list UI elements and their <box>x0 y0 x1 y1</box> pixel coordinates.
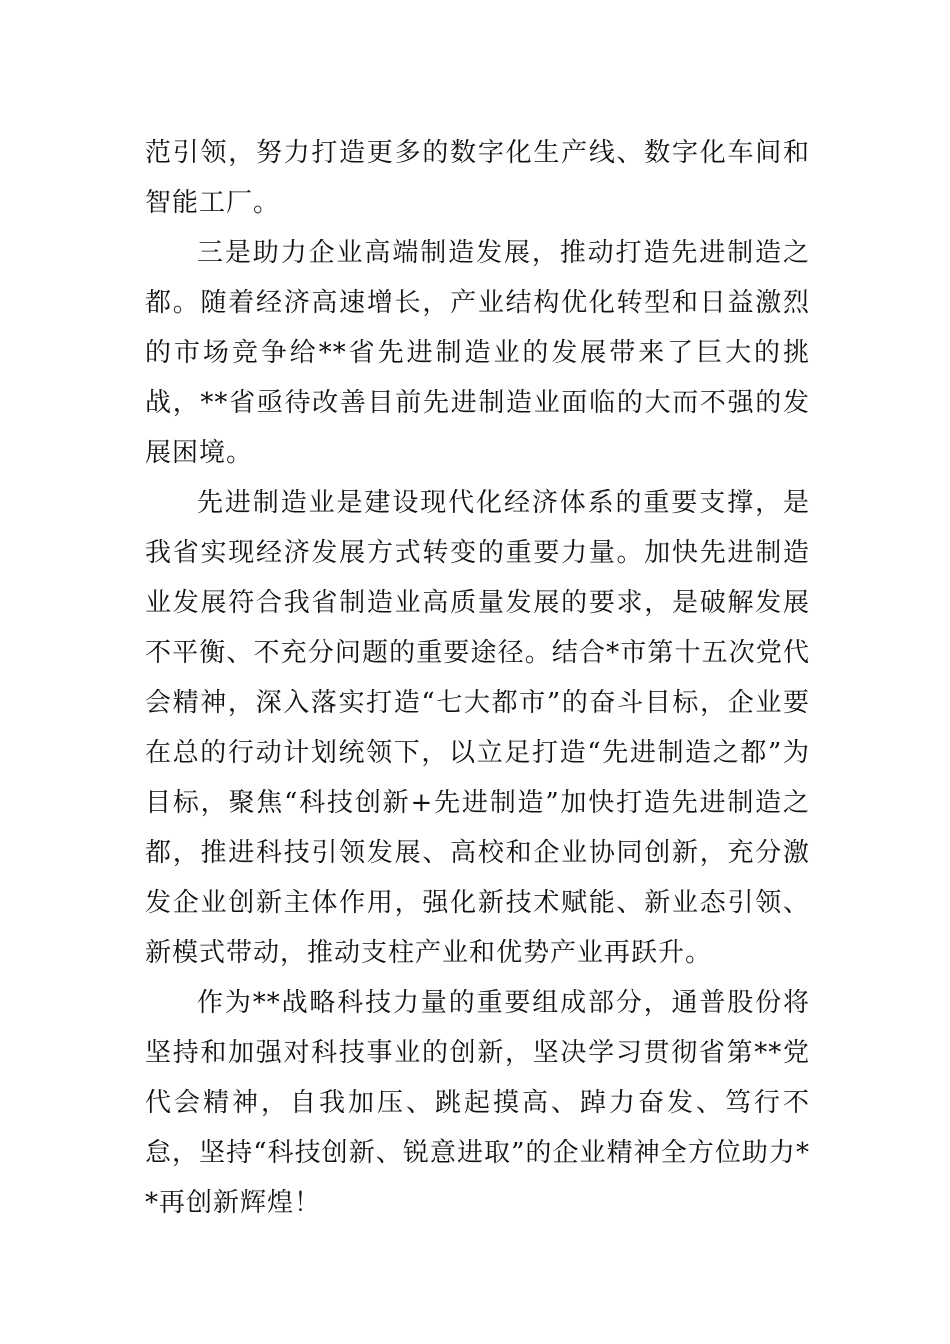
paragraph-continuation: 范引领，努力打造更多的数字化生产线、数字化车间和智能工厂。 <box>145 138 810 218</box>
paragraph-company-commitment: 作为**战略科技力量的重要组成部分，通普股份将坚持和加强对科技事业的创新，坚决学习贯彻省第**党代会精神，自我加压、跳起摸高、踔力奋发、笃行不怠，坚持“科技创新、锐意进取”的企业精神全方位助力**再创新辉煌！ <box>145 988 810 1218</box>
paragraph-high-end-manufacturing: 三是助力企业高端制造发展，推动打造先进制造之都。随着经济高速增长，产业结构优化转型和日益激烈的市场竞争给**省先进制造业的发展带来了巨大的挑战，**省亟待改善目前先进制造业面临的大而不强的发展困境。 <box>145 238 810 468</box>
document-body <box>145 128 810 1228</box>
paragraph-advanced-manufacturing: 先进制造业是建设现代化经济体系的重要支撑，是我省实现经济发展方式转变的重要力量。加快先进制造业发展符合我省制造业高质量发展的要求，是破解发展不平衡、不充分问题的重要途径。结合*市第十五次党代会精神，深入落实打造“七大都市”的奋斗目标，企业要在总的行动计划统领下，以立足打造“先进制造之都”为目标，聚焦“科技创新+先进制造”加快打造先进制造之都，推进科技引领发展、高校和企业协同创新，充分激发企业创新主体作用，强化新技术赋能、新业态引领、新模式带动，推动支柱产业和优势产业再跃升。 <box>145 488 810 968</box>
